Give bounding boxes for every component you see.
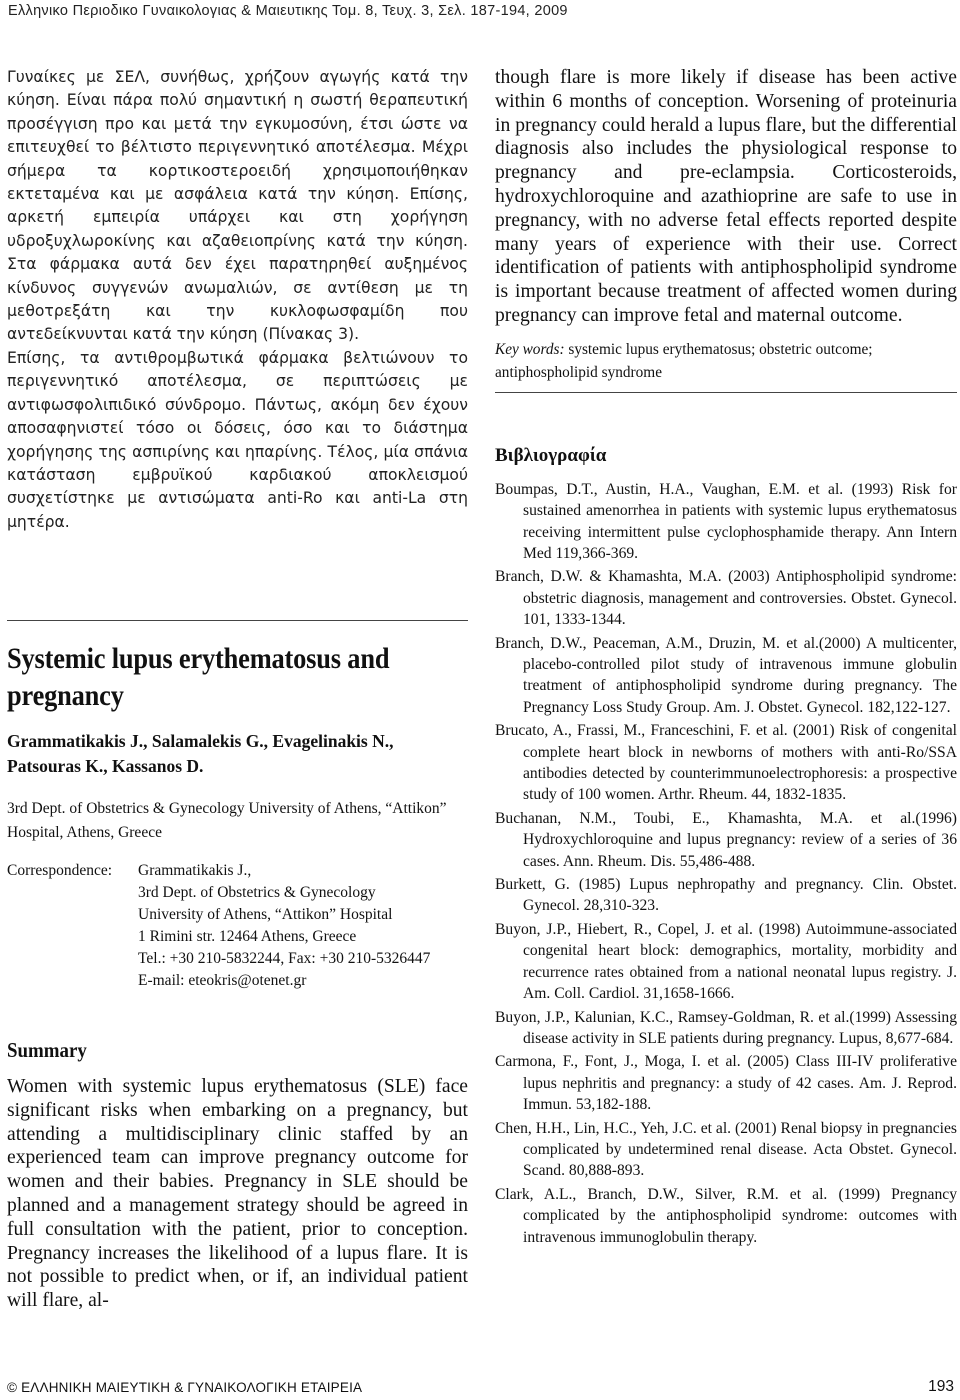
reference-item: Burkett, G. (1985) Lupus nephropathy and pregnancy. Clin. Obstet. Gynecol. 28,310-323. [495, 876, 957, 915]
correspondence-line: 3rd Dept. of Obstetrics & Gynecology [138, 884, 376, 901]
section-divider [7, 620, 468, 621]
correspondence-line: Grammatikakis J., [138, 862, 252, 879]
reference-item: Brucato, A., Frassi, M., Franceschini, F. et al. (2001) Risk of congenital complete heart block in newborns of mothers with anti-Ro/SSA antibodies detected by counterimmunoelectrophoresis: a prospective study of 100 women. Arthr. Rheum. 44, 1832-1835. [495, 722, 957, 804]
correspondence-line: 1 Rimini str. 12464 Athens, Greece [138, 928, 357, 945]
footer-society: © ΕΛΛΗΝΙΚΗ ΜΑΙΕΥΤΙΚΗ & ΓΥΝΑΙΚΟΛΟΓΙΚΗ ΕΤΑΙΡΕΙΑ [7, 1380, 363, 1395]
references-list [495, 479, 957, 1248]
article-title: Systemic lupus erythematosus and pregnancy [7, 642, 390, 712]
keywords-list: systemic lupus erythematosus; obstetric outcome; antiphospholipid syndrome [495, 340, 873, 381]
summary-text-right: though flare is more likely if disease has been active within 6 months of conception. Worsening of proteinuria in pregnancy could herald a lupus flare, but the differential diagnosis also includes the physiological response to pregnancy and pre-eclampsia. Corticosteroids, hydroxychloroquine and azathioprine are safe to use in pregnancy, with no adverse fetal effects reported despite many years of experience with their use. Correct identification of patients with antiphospholipid syndrome is important because treatment of affected women during pregnancy can improve fetal and maternal outcome. [495, 67, 957, 326]
correspondence-line: University of Athens, “Attikon” Hospital [138, 906, 393, 923]
correspondence-label: Correspondence: [7, 862, 113, 879]
reference-item: Buyon, J.P., Hiebert, R., Copel, J. et al. (1998) Autoimmune-associated congenital heart block: demographics, mortality, morbidity and recurrence rates obtained from a national neonatal lupus registry. J. Am. Coll. Cardiol. 31,1658-1666. [495, 920, 957, 1003]
article-affiliation: 3rd Dept. of Obstetrics & Gynecology University of Athens, “Attikon” Hospital, Athens, Greece [7, 800, 447, 841]
greek-conclusion-text [7, 66, 468, 534]
summary-text-left: Women with systemic lupus erythematosus (SLE) face significant risks when embarking on a pregnancy, but attending a multidisciplinary clinic staffed by an experienced team can improve pregnancy outcome for women and their babies. Pregnancy in SLE should be planned and a management strategy should be agreed in full consultation with the patient, prior to conception. Pregnancy increases the likelihood of a lupus flare. It is not possible to predict when, or if, an individual patient will flare, al- [7, 1076, 468, 1312]
keywords-label: Key words: [495, 340, 565, 358]
keywords [495, 338, 957, 384]
reference-item: Boumpas, D.T., Austin, H.A., Vaughan, E.M. et al. (1993) Risk for sustained amenorrhea in patients with systemic lupus erythematosus receiving intermittent pulse cyclophosphamide therapy. Ann Intern Med 119,366-369. [495, 480, 957, 562]
right-column [495, 66, 957, 1250]
reference-item: Buchanan, N.M., Toubi, E., Khamashta, M.A. et al.(1996) Hydroxychloroquine and lupus pregnancy: review of a series of 36 cases. Ann. Rheum. Dis. 55,486-488. [495, 809, 957, 870]
summary-heading: Summary [7, 1038, 87, 1062]
reference-item: Clark, A.L., Branch, D.W., Silver, R.M. et al. (1999) Pregnancy complicated by the antiphospholipid syndrome: outcomes with intravenous immunoglobulin therapy. [495, 1185, 957, 1246]
reference-item: Buyon, J.P., Kalunian, K.C., Ramsey-Goldman, R. et al.(1999) Assessing disease activity in SLE patients during pregnancy. Lupus, 8,677-684. [495, 1008, 957, 1047]
reference-item: Chen, H.H., Lin, H.C., Yeh, J.C. et al. (2001) Renal biopsy in pregnancies complicated by undetermined renal disease. Acta Obstet. Gynecol. Scand. 80,888-893. [495, 1119, 957, 1180]
reference-item: Branch, D.W., Peaceman, A.M., Druzin, M. et al.(2000) A multicenter, placebo-controlled pilot study of intravenous immune globulin treatment of antiphospholipid syndrome during pregnancy. The Pregnancy Loss Study Group. Am. J. Obstet. Gynecol. 182,122-127. [495, 634, 957, 716]
running-head: Ελληνικο Περιοδικο Γυναικολογιας & Μαιευτικης Τομ. 8, Τευχ. 3, Σελ. 187-194, 2009 [8, 3, 568, 19]
page-number: 193 [928, 1378, 954, 1395]
references-heading: Βιβλιογραφία [495, 444, 607, 466]
correspondence-line: Tel.: +30 210-5832244, Fax: +30 210-5326447 [138, 950, 431, 967]
left-column [7, 66, 468, 534]
reference-item: Branch, D.W. & Khamashta, M.A. (2003) Antiphospholipid syndrome: obstetric diagnosis, management and controversies. Obstet. Gynecol. 101, 1333-1344. [495, 568, 957, 629]
greek-paragraph: Επίσης, τα αντιθρομβωτικά φάρμακα βελτιώνουν το περιγεννητικό αποτέλεσμα, σε περιπτώσεις με αντιφωσφολιπιδικό σύνδρομο. Πάντως, ακόμη δεν έχουν αποσαφηνιστεί τόσο οι δόσεις, όσο και το διάστημα χορήγησης της ασπιρίνης και ηπαρίνης. Τέλος, μία σπάνια κατάσταση εμβρυϊκού καρδιακού αποκλεισμού συσχετίστηκε με αντισώματα anti-Ro και anti-La στη μητέρα. [7, 348, 468, 531]
correspondence-email[interactable]: E-mail: eteokris@otenet.gr [138, 972, 307, 989]
article-authors: Grammatikakis J., Salamalekis G., Evagelinakis N., Patsouras K., Kassanos D. [7, 731, 394, 776]
reference-item: Carmona, F., Font, J., Moga, I. et al. (2005) Class III-IV proliferative lupus nephritis and pregnancy: a study of 42 cases. Am. J. Reprod. Immun. 53,182-188. [495, 1053, 957, 1114]
keywords-divider [495, 392, 957, 393]
greek-paragraph: Γυναίκες με ΣΕΛ, συνήθως, χρήζουν αγωγής κατά την κύηση. Είναι πάρα πολύ σημαντική η σωστή θεραπευτική προσέγγιση προ και μετά την εγκυμοσύνη, έτσι ώστε να επιτευχθεί το βέλτιστο περιγεννητικό αποτέλεσμα. Μέχρι σήμερα τα κορτικοστεροειδή χρησιμοποιήθηκαν εκτεταμένα και με ασφάλεια κατά την κύηση. Επίσης, αρκετή εμπειρία υπάρχει και στη χορήγηση υδροξυχλωροκίνης και αζαθειοπρίνης κατά την κύηση. Στα φάρμακα αυτά δεν έχει παρατηρηθεί αυξημένος κίνδυνος συγγενών ανωμαλιών, σε αντίθεση με τη μεθοτρεξάτη και την κυκλοφωσφαμίδη που αντεδείκνυνται κατά την κύηση (Πίνακας 3). [7, 68, 468, 344]
correspondence-address [138, 860, 430, 992]
